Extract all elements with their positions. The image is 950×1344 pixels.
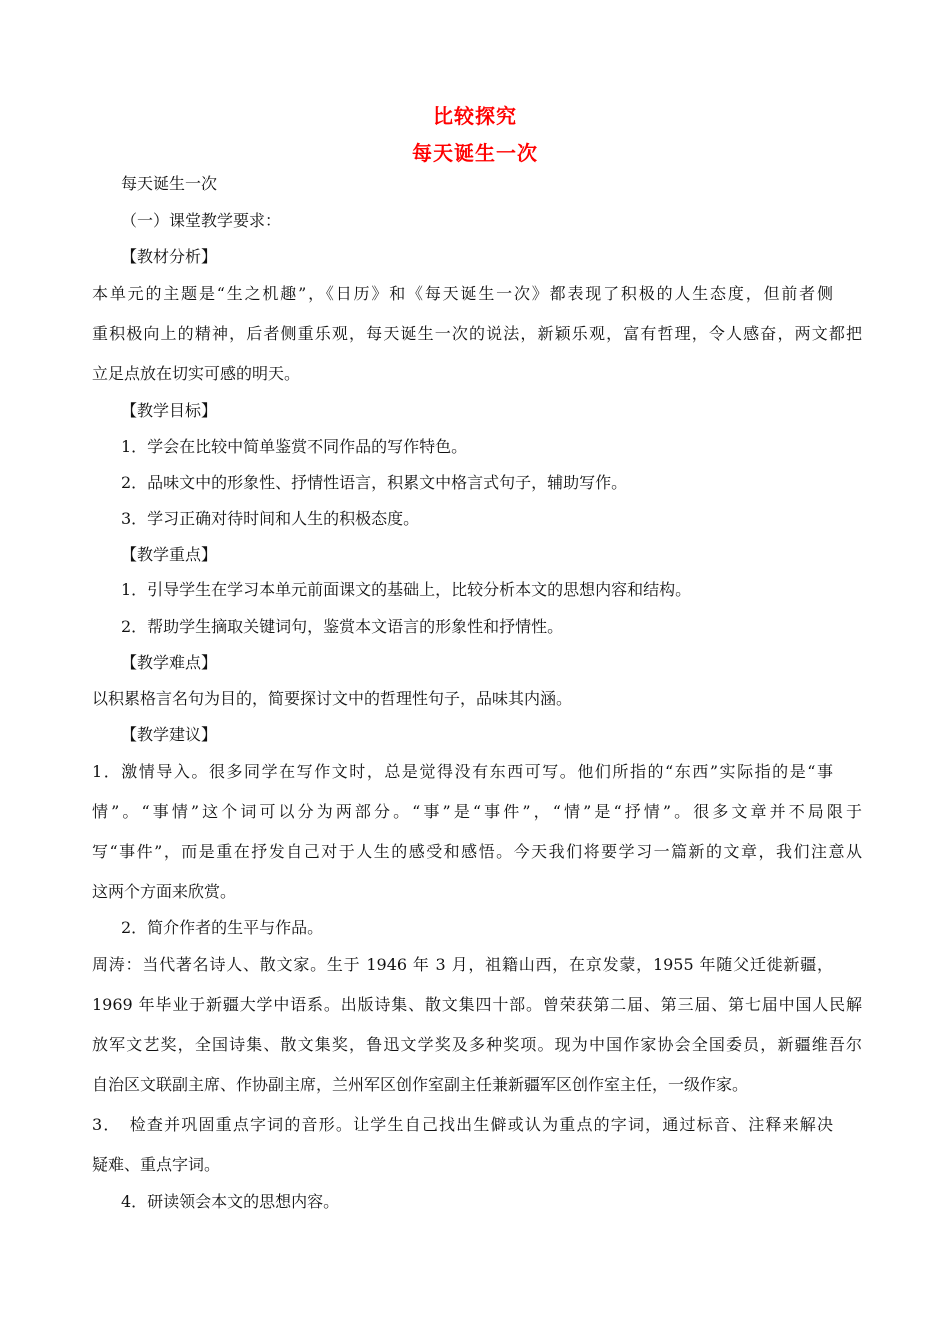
document-subtitle: 每天诞生一次: [412, 141, 538, 165]
paragraph-line: 1．激情导入。很多同学在写作文时，总是觉得没有东西可写。他们所指的“东西”实际指的是“事: [92, 762, 833, 781]
paragraph-line: 疑难、重点字词。: [92, 1155, 221, 1174]
heading-teaching-focus: 【教学重点】: [121, 545, 218, 564]
heading-material-analysis: 【教材分析】: [121, 247, 218, 266]
paragraph-line: 1969 年毕业于新疆大学中语系。出版诗集、散文集四十部。曾荣获第二届、第三届、第七届中国人民解: [92, 995, 862, 1014]
document-title: 比较探究: [433, 104, 517, 128]
list-item: 2．帮助学生摘取关键词句，鉴赏本文语言的形象性和抒情性。: [121, 617, 564, 636]
paragraph-line: 这两个方面来欣赏。: [92, 882, 237, 901]
list-item: 2．品味文中的形象性、抒情性语言，积累文中格言式句子，辅助写作。: [121, 473, 628, 492]
paragraph-line: 放军文艺奖，全国诗集、散文集奖，鲁迅文学奖及多种奖项。现为中国作家协会全国委员，新疆维吾尔: [92, 1035, 862, 1054]
paragraph-line: 本单元的主题是“生之机趣”，《日历》和《每天诞生一次》都表现了积极的人生态度，但前者侧: [92, 284, 833, 303]
section-heading: （一）课堂教学要求：: [121, 211, 282, 230]
paragraph-line: 重积极向上的精神，后者侧重乐观，每天诞生一次的说法，新颖乐观，富有哲理，令人感奋，两文都把: [92, 324, 862, 343]
list-item: 4．研读领会本文的思想内容。: [121, 1192, 340, 1211]
paragraph-line: 3． 检查并巩固重点字词的音形。让学生自己找出生僻或认为重点的字词，通过标音、注释来解决: [92, 1115, 833, 1134]
list-item: 1．学会在比较中简单鉴赏不同作品的写作特色。: [121, 437, 468, 456]
paragraph-line: 立足点放在切实可感的明天。: [92, 364, 301, 383]
heading-teaching-suggestions: 【教学建议】: [121, 725, 218, 744]
heading-teaching-goals: 【教学目标】: [121, 401, 218, 420]
list-item: 3．学习正确对待时间和人生的积极态度。: [121, 509, 420, 528]
list-item: 2．简介作者的生平与作品。: [121, 918, 324, 937]
paragraph-line: 自治区文联副主席、作协副主席，兰州军区创作室副主任兼新疆军区创作室主任，一级作家。: [92, 1075, 749, 1094]
paragraph-line: 情”。“事情”这个词可以分为两部分。“事”是“事件”，“情”是“抒情”。很多文章并不局限于: [92, 802, 862, 821]
paragraph-line: 以积累格言名句为目的，简要探讨文中的哲理性句子，品味其内涵。: [92, 689, 573, 708]
heading-teaching-difficulty: 【教学难点】: [121, 653, 218, 672]
list-item: 1．引导学生在学习本单元前面课文的基础上，比较分析本文的思想内容和结构。: [121, 580, 692, 599]
paragraph-line: 写“事件”，而是重在抒发自己对于人生的感受和感悟。今天我们将要学习一篇新的文章，我们注意从: [92, 842, 862, 861]
section-title: 每天诞生一次: [121, 174, 218, 193]
paragraph-line: 周涛：当代著名诗人、散文家。生于 1946 年 3 月，祖籍山西，在京发蒙，1955 年随父迁徙新疆，: [92, 955, 833, 974]
